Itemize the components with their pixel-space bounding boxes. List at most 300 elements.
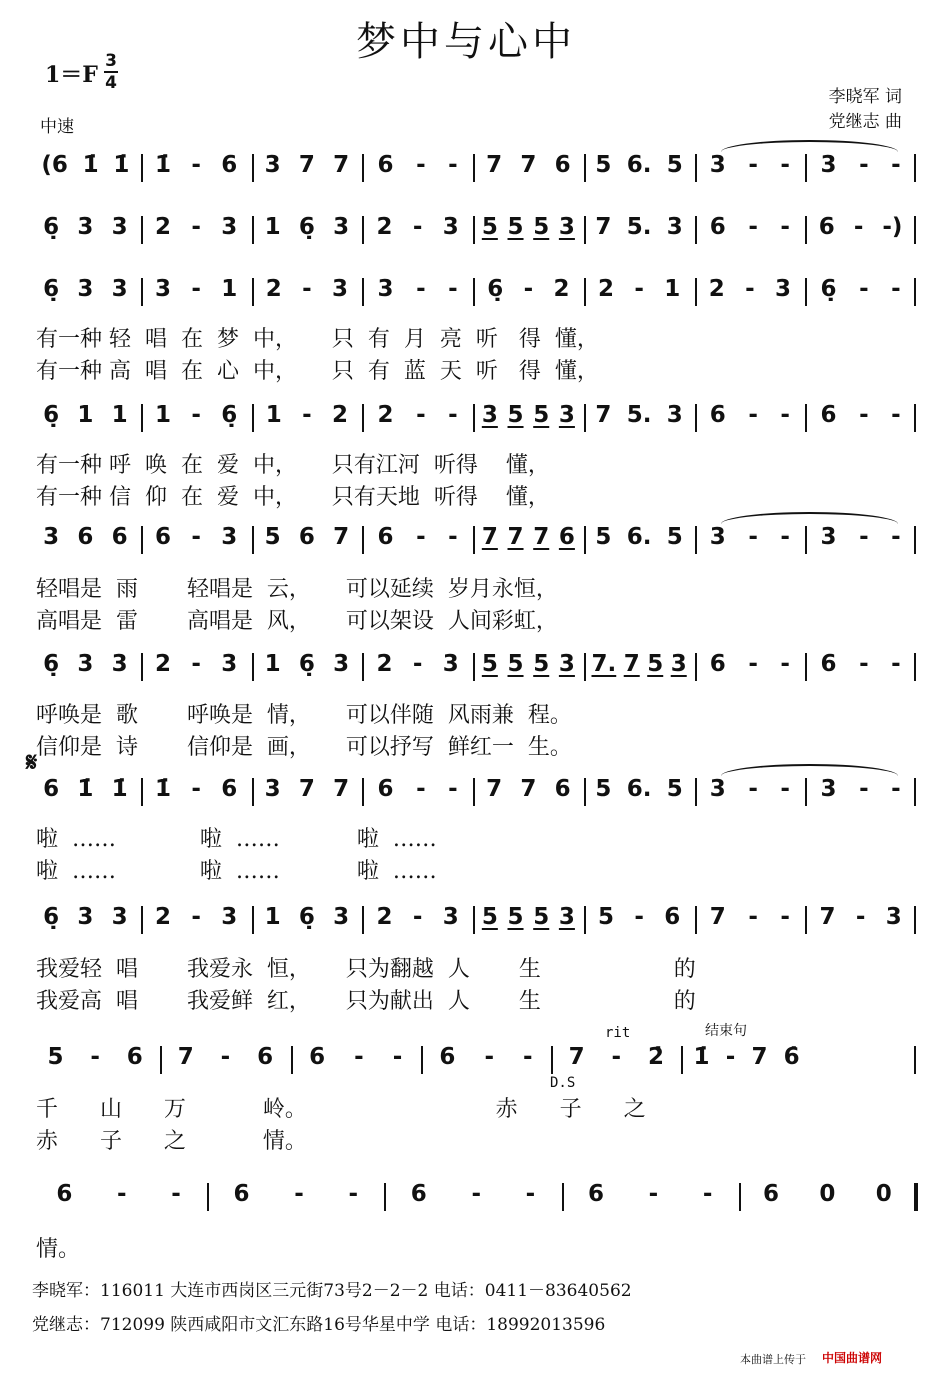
barline (473, 778, 475, 806)
note: 5 (666, 776, 683, 802)
measure (211, 1181, 380, 1213)
note: - (859, 651, 869, 677)
note: - (302, 402, 312, 428)
barline (362, 404, 364, 432)
barline (739, 1183, 741, 1211)
note: 5 (507, 904, 524, 930)
measure (366, 276, 469, 308)
barline (141, 154, 143, 182)
note: 3 (775, 276, 792, 302)
lyricist-credit: 李晓军 词 (828, 87, 902, 107)
note: 2 (377, 402, 394, 428)
note: 0 (875, 1181, 892, 1207)
note: 7 (751, 1044, 768, 1070)
barline (252, 906, 254, 934)
note: - (220, 1044, 231, 1070)
note: 5 (595, 524, 612, 550)
note: 6 (377, 776, 394, 802)
lyric-line: 轻唱是 雨 轻唱是 云， 可以延续 岁月永恒， (36, 577, 558, 602)
note: 6 (298, 524, 315, 550)
barline (914, 278, 916, 306)
note: 2 (265, 276, 282, 302)
note: 3 (221, 214, 238, 240)
lyric-line: 啦 …… 啦 …… 啦 …… (36, 859, 437, 884)
measure (477, 904, 580, 936)
note: 6 (820, 651, 837, 677)
note: 3 (111, 651, 128, 677)
note: 7 (486, 152, 503, 178)
note: 6̣ (298, 214, 315, 240)
staff-row (30, 1038, 916, 1082)
measure (566, 1181, 735, 1213)
measure (366, 776, 469, 808)
measure (588, 214, 691, 246)
note: 6 (587, 1181, 604, 1207)
lyric-line: 有一种 高 唱 在 心 中， 只 有 蓝 天 听 得 懂， (36, 359, 599, 384)
measure (34, 776, 137, 808)
note: - (448, 402, 458, 428)
note: - (702, 1181, 713, 1207)
note: - (859, 524, 869, 550)
note: 3 (481, 402, 498, 428)
note: 2 (553, 276, 570, 302)
note: - (611, 1044, 622, 1070)
note: 2 (154, 904, 171, 930)
measure (743, 1181, 912, 1213)
measure (555, 1044, 677, 1076)
note: - (171, 1181, 181, 1207)
barline (384, 1183, 386, 1211)
note: 3 (442, 651, 459, 677)
note: 3 (333, 214, 350, 240)
note: 3 (77, 651, 94, 677)
note: 5 (481, 651, 498, 677)
measure (295, 1044, 417, 1076)
note: 6. (626, 776, 652, 802)
note: - (748, 524, 758, 550)
note: 3 (820, 152, 837, 178)
footer-line: 党继志：712099 陕西咸阳市文汇东路16号华星中学 电话：18992013596 (32, 1315, 606, 1335)
note: 6̣ (43, 276, 60, 302)
barline (141, 778, 143, 806)
time-signature-top: 3 (105, 51, 117, 71)
barline (291, 1046, 293, 1074)
barline (914, 154, 916, 182)
measure (699, 214, 802, 246)
note: 5 (595, 776, 612, 802)
staff-row (30, 518, 916, 562)
lyric-line: 有一种 信 仰 在 爱 中， 只有天地 听得 懂， (36, 485, 550, 510)
note: - (891, 152, 901, 178)
measure (256, 214, 359, 246)
note: 5 (481, 904, 498, 930)
note: - (891, 651, 901, 677)
barline (695, 278, 697, 306)
note: 6 (77, 524, 94, 550)
barline (141, 906, 143, 934)
measure (588, 776, 691, 808)
note: 3 (111, 214, 128, 240)
note: 3 (558, 651, 575, 677)
note: 7 (333, 776, 350, 802)
barline (805, 526, 807, 554)
note: 3 (333, 904, 350, 930)
barline (584, 906, 586, 934)
note: 1̇ (77, 776, 94, 802)
barline (252, 154, 254, 182)
note: 3 (558, 904, 575, 930)
measure (34, 276, 137, 308)
note: 1 (154, 402, 171, 428)
measure (256, 904, 359, 936)
measure (34, 651, 137, 683)
note: 3 (111, 276, 128, 302)
measure (256, 276, 359, 308)
note: - (748, 776, 758, 802)
barline (695, 216, 697, 244)
note: 7 (333, 524, 350, 550)
note: 3 (666, 402, 683, 428)
note: 3 (77, 276, 94, 302)
note: - (780, 904, 790, 930)
staff-row (30, 1175, 916, 1219)
measure (366, 524, 469, 556)
measure (588, 524, 691, 556)
note: 3 (670, 651, 687, 677)
staff-row (30, 396, 916, 440)
time-signature-bottom: 4 (105, 73, 117, 93)
measure (809, 651, 912, 683)
note: 6 (709, 214, 726, 240)
note: - (634, 276, 644, 302)
time-signature (104, 52, 118, 92)
measure (809, 524, 912, 556)
composer-credit: 党继志 曲 (828, 112, 902, 132)
note: 2 (332, 402, 349, 428)
note: 7 (486, 776, 503, 802)
note: 6 (56, 1181, 73, 1207)
note: 3 (442, 214, 459, 240)
note: 7 (507, 524, 524, 550)
note: - (855, 904, 866, 930)
barline (914, 1183, 918, 1211)
note: 6̣ (820, 276, 837, 302)
note: 6 (554, 776, 571, 802)
barline (473, 404, 475, 432)
note: 6 (558, 524, 575, 550)
note: 5 (533, 402, 550, 428)
note: 3 (221, 651, 238, 677)
note: - (191, 214, 201, 240)
barline (695, 906, 697, 934)
note: - (523, 276, 534, 302)
note: 7 (177, 1044, 194, 1070)
barline (473, 526, 475, 554)
note: 5 (264, 524, 281, 550)
note: 6 (820, 402, 837, 428)
note: 6. (626, 152, 652, 178)
barline (695, 154, 697, 182)
measure (699, 524, 802, 556)
barline (695, 778, 697, 806)
note: 1̇ (111, 776, 128, 802)
note: 6 (762, 1181, 779, 1207)
note: - (891, 402, 901, 428)
measure (145, 524, 248, 556)
measure (588, 276, 691, 308)
note: 3 (377, 276, 394, 302)
barline (551, 1046, 553, 1074)
barline (584, 778, 586, 806)
note: - (294, 1181, 304, 1207)
staff-row (30, 898, 916, 942)
note: 3 (264, 776, 281, 802)
note: - (853, 214, 864, 240)
note: 1 (264, 904, 281, 930)
barline (805, 216, 807, 244)
measure (477, 524, 580, 556)
measure (145, 276, 248, 308)
note: 6 (309, 1044, 326, 1070)
note: 5 (507, 651, 524, 677)
lyric-line: 高唱是 雷 高唱是 风， 可以架设 人间彩虹， (36, 609, 558, 634)
note: - (780, 524, 790, 550)
note: - (416, 524, 426, 550)
note: - (859, 402, 869, 428)
measure (34, 1181, 203, 1213)
measure (256, 402, 359, 434)
barline (681, 1046, 683, 1074)
note: - (780, 152, 790, 178)
barline (695, 526, 697, 554)
note: 6̣ (298, 904, 315, 930)
barline (160, 1046, 162, 1074)
note: - (525, 1181, 536, 1207)
measure (685, 1044, 807, 1076)
lyric-line: 赤 子 之 情。 (36, 1129, 307, 1154)
measure (388, 1181, 557, 1213)
note: 6 (377, 524, 394, 550)
measure (809, 776, 912, 808)
slur (721, 140, 898, 152)
lyric-line: 我爱高 唱 我爱鲜 红， 只为献出 人 生 的 (36, 989, 696, 1014)
note: 6 (554, 152, 571, 178)
measure (34, 402, 137, 434)
note: - (484, 1044, 494, 1070)
note: 7 (533, 524, 550, 550)
barline (914, 653, 916, 681)
barline (562, 1183, 564, 1211)
note: 1̇ (693, 1044, 710, 1070)
measure (699, 152, 802, 184)
measure (809, 402, 912, 434)
note: - (859, 152, 869, 178)
note: - (448, 524, 458, 550)
note: 5 (647, 651, 664, 677)
note: - (471, 1181, 481, 1207)
note: 6̇ (783, 1044, 800, 1070)
note: 6̣ (43, 214, 60, 240)
barline (421, 1046, 423, 1074)
note: 6 (221, 152, 238, 178)
note: 7 (298, 776, 315, 802)
measure (809, 152, 912, 184)
note: - (412, 904, 423, 930)
lyric-line: 信仰是 诗 信仰是 画， 可以抒写 鲜红一 生。 (36, 735, 572, 760)
note: - (748, 214, 758, 240)
note: 6 (439, 1044, 456, 1070)
staff-row (30, 270, 916, 314)
note: 1 (77, 402, 94, 428)
note: 5 (481, 214, 498, 240)
measure (588, 152, 691, 184)
note: - (191, 776, 201, 802)
lyric-line: 有一种 呼 唤 在 爱 中， 只有江河 听得 懂， (36, 453, 550, 478)
note: 7 (333, 152, 350, 178)
note: - (90, 1044, 100, 1070)
note: 1̇ (154, 152, 171, 178)
note: 5 (533, 651, 550, 677)
measure (699, 651, 802, 683)
measure (145, 904, 248, 936)
barline (914, 404, 916, 432)
note: 2 (597, 276, 614, 302)
note: - (117, 1181, 127, 1207)
barline (473, 653, 475, 681)
note: - (191, 276, 201, 302)
note: 3 (820, 776, 837, 802)
note: (6 (41, 152, 68, 178)
barline (141, 278, 143, 306)
note: 6 (221, 776, 238, 802)
lyric-line: 呼唤是 歌 呼唤是 情， 可以伴随 风雨兼 程。 (36, 703, 572, 728)
note: 1 (264, 214, 281, 240)
note: - (725, 1044, 736, 1070)
barline (914, 906, 916, 934)
measure (477, 152, 580, 184)
rit-mark: rit (605, 1025, 631, 1041)
site-logo: 中国曲谱网 (822, 1351, 883, 1365)
note: 3 (558, 402, 575, 428)
measure (34, 1044, 156, 1076)
note: - (191, 904, 201, 930)
measure (256, 524, 359, 556)
segno-sign: 𝄋 (26, 748, 38, 778)
barline (473, 278, 475, 306)
note: 1 (664, 276, 681, 302)
note: 6 (43, 776, 60, 802)
note: 5 (666, 524, 683, 550)
note: 6̣ (221, 402, 238, 428)
barline (252, 216, 254, 244)
key-signature: 1＝F (45, 62, 98, 88)
note: - (648, 1181, 659, 1207)
note: - (416, 776, 426, 802)
note: 6 (154, 524, 171, 550)
note: - (302, 276, 312, 302)
barline (252, 526, 254, 554)
measure (588, 904, 691, 936)
barline (584, 653, 586, 681)
barline (914, 216, 916, 244)
slur (721, 512, 898, 524)
barline (362, 653, 364, 681)
staff-row (30, 645, 916, 689)
note: 6 (664, 904, 681, 930)
measure (477, 651, 580, 683)
measure (809, 904, 912, 936)
barline (584, 278, 586, 306)
note: 2 (708, 276, 725, 302)
note: 7 (595, 214, 612, 240)
note: - (416, 276, 426, 302)
note: - (448, 276, 458, 302)
measure (809, 214, 912, 246)
note: 7 (595, 402, 612, 428)
barline (141, 404, 143, 432)
barline (914, 1046, 916, 1074)
measure (366, 904, 469, 936)
barline (805, 906, 807, 934)
note: - (348, 1181, 359, 1207)
note: 3 (43, 524, 60, 550)
measure (477, 214, 580, 246)
upload-note: 本曲谱上传于 (740, 1353, 806, 1366)
barline (141, 526, 143, 554)
measure (699, 776, 802, 808)
note: 3 (666, 214, 683, 240)
lyric-line: 有一种 轻 唱 在 梦 中， 只 有 月 亮 听 得 懂， (36, 327, 599, 352)
measure (34, 524, 137, 556)
measure (145, 402, 248, 434)
note: 3 (709, 776, 726, 802)
note: 2 (154, 651, 171, 677)
measure (588, 651, 691, 683)
staff-row (30, 146, 916, 190)
barline (805, 154, 807, 182)
barline (695, 653, 697, 681)
measure (34, 904, 137, 936)
barline (362, 278, 364, 306)
staff-row (30, 208, 916, 252)
note: 6̣ (43, 651, 60, 677)
note: - (780, 776, 790, 802)
note: 3 (77, 214, 94, 240)
note: - (859, 776, 869, 802)
lyric-line: 情。 (36, 1237, 81, 1262)
measure (699, 276, 802, 308)
note: 3 (442, 904, 459, 930)
note: 5. (626, 402, 652, 428)
barline (695, 404, 697, 432)
barline (473, 906, 475, 934)
measure (164, 1044, 286, 1076)
note: - (891, 524, 901, 550)
note: 5 (533, 904, 550, 930)
note: 1̇ (82, 152, 99, 178)
measure (256, 651, 359, 683)
note: 6 (410, 1181, 427, 1207)
measure (699, 904, 802, 936)
note: 6 (709, 402, 726, 428)
note: 3 (709, 152, 726, 178)
note: 5 (47, 1044, 64, 1070)
note: 3 (558, 214, 575, 240)
measure (256, 776, 359, 808)
measure (366, 214, 469, 246)
note: 3 (333, 651, 350, 677)
note: -) (882, 214, 903, 240)
